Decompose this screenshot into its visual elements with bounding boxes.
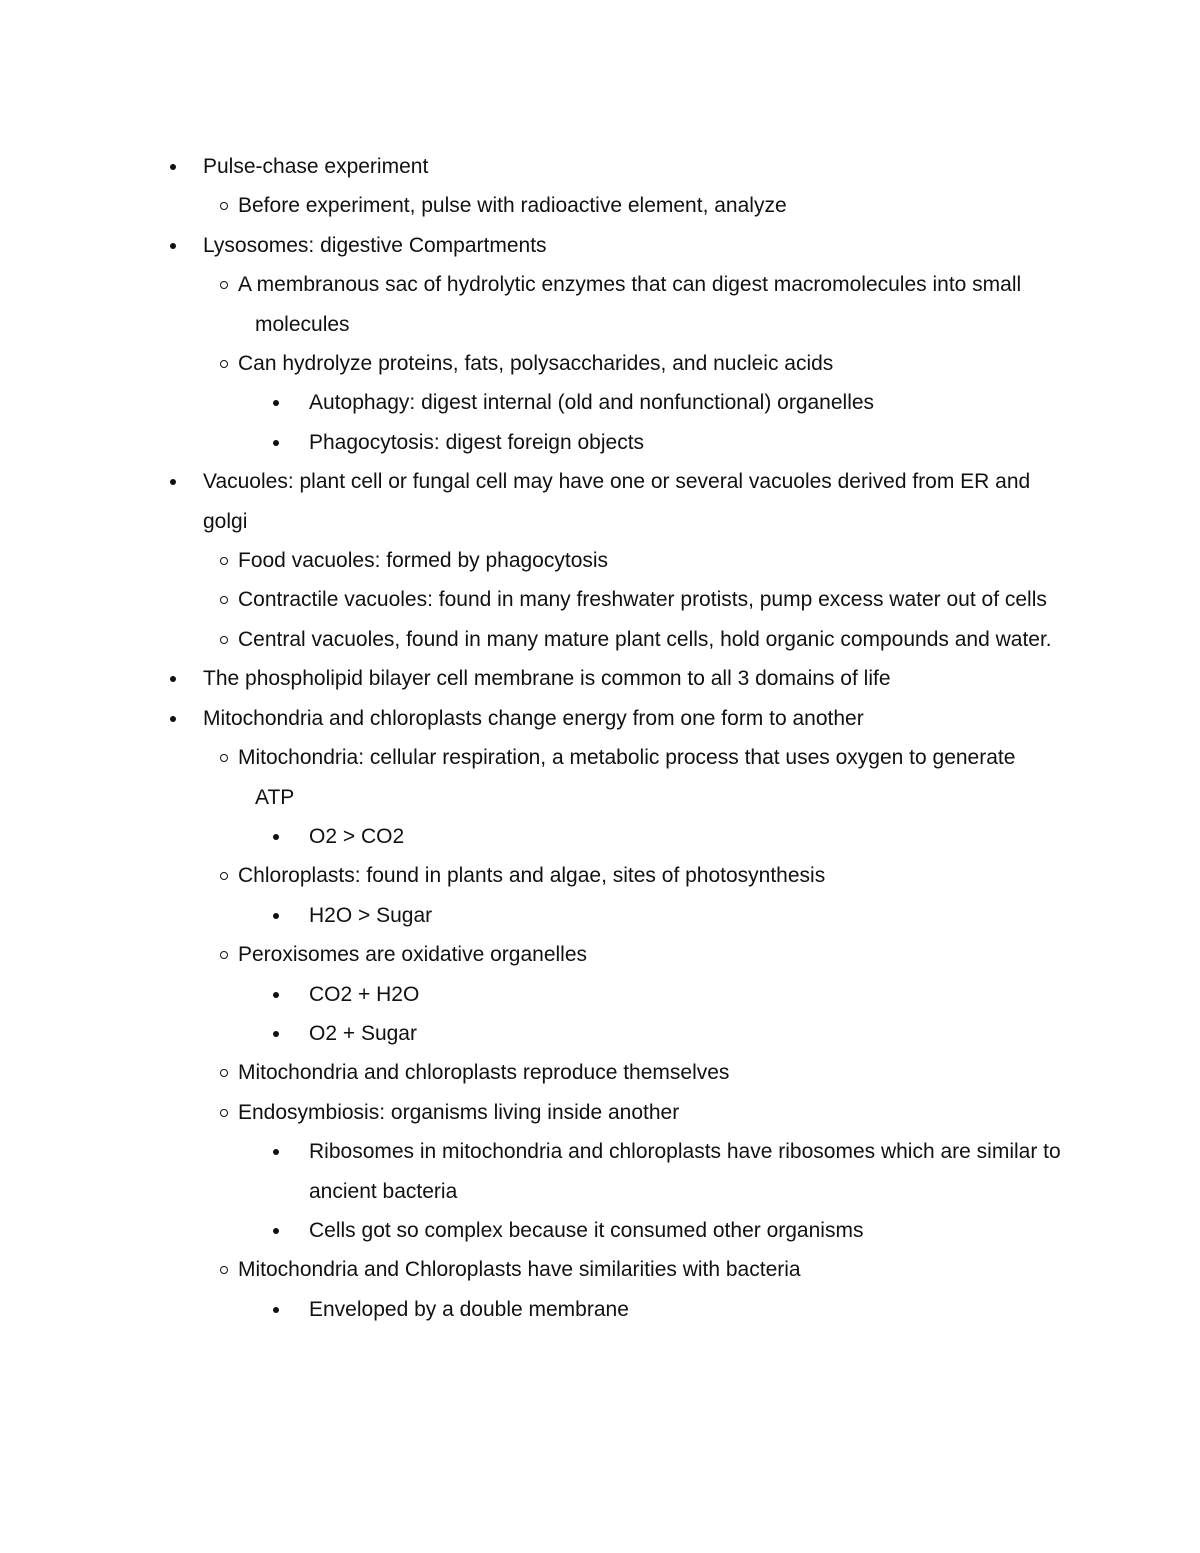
bullet-icon [170,479,176,485]
bullet-icon [170,676,176,682]
hollow-bullet-icon [220,872,228,880]
list-item [0,896,1069,935]
list-item [0,344,1058,383]
bullet-icon [273,1031,279,1037]
list-item-text: Vacuoles: plant cell or fungal cell may have one or several vacuoles derived from ER and golgi [203,470,1031,533]
list-item-text: Mitochondria and Chloroplasts have similarities with bacteria [238,1258,801,1282]
list-item-text: Mitochondria and chloroplasts reproduce themselves [238,1061,730,1085]
list-item-text: Endosymbiosis: organisms living inside another [238,1100,680,1124]
bullet-icon [170,243,176,249]
list-item-text: Food vacuoles: formed by phagocytosis [238,549,609,573]
list-item [0,738,1058,817]
bullet-icon [273,1149,279,1155]
list-item [0,935,1058,974]
hollow-bullet-icon [220,951,228,959]
list-item-text: Contractile vacuoles: found in many freshwater protists, pump excess water out of cells [238,588,1047,612]
hollow-bullet-icon [220,754,228,762]
list-item-text: Autophagy: digest internal (old and nonfunctional) organelles [309,391,875,415]
bullet-icon [170,164,176,170]
list-item-text: Mitochondria: cellular respiration, a metabolic process that uses oxygen to generate ATP [238,746,1016,809]
hollow-bullet-icon [220,636,228,644]
bullet-icon [273,1307,279,1313]
list-item-text: O2 + Sugar [309,1021,417,1045]
hollow-bullet-icon [220,281,228,289]
list-item [0,817,1069,856]
bullet-icon [273,834,279,840]
list-item [0,1093,1058,1132]
list-item-text: H2O > Sugar [309,903,433,927]
list-item [0,699,1053,738]
list-item [0,147,1053,186]
bullet-icon [273,400,279,406]
list-item-text: O2 > CO2 [309,824,405,848]
bullet-icon [273,913,279,919]
list-item [0,580,1058,619]
hollow-bullet-icon [220,596,228,604]
list-item-text: Central vacuoles, found in many mature plant cells, hold organic compounds and water. [238,627,1052,651]
list-item [0,975,1069,1014]
list-item [0,1014,1069,1053]
list-item [0,1053,1058,1092]
list-item-text: Can hydrolyze proteins, fats, polysaccharides, and nucleic acids [238,352,834,376]
list-item-text: Pulse-chase experiment [203,155,429,178]
list-item-text: Peroxisomes are oxidative organelles [238,943,588,967]
list-item-text: Chloroplasts: found in plants and algae, sites of photosynthesis [238,864,826,888]
list-item [0,1211,1069,1250]
list-item [0,226,1053,265]
list-item [0,462,1053,541]
notes-list [0,147,1200,1329]
list-item [0,265,1058,344]
bullet-icon [273,440,279,446]
list-item [0,659,1053,698]
hollow-bullet-icon [220,202,228,210]
list-item-text: Ribosomes in mitochondria and chloroplasts have ribosomes which are similar to ancient bacteria [309,1140,1061,1203]
list-item [0,1132,1069,1211]
list-item-text: Cells got so complex because it consumed other organisms [309,1218,864,1242]
list-item [0,541,1058,580]
bullet-icon [273,1228,279,1234]
list-item [0,383,1069,422]
list-item-text: CO2 + H2O [309,982,420,1006]
list-item-text: Lysosomes: digestive Compartments [203,233,547,257]
list-item [0,620,1058,659]
list-item-text: The phospholipid bilayer cell membrane is common to all 3 domains of life [203,667,891,691]
list-item-text: A membranous sac of hydrolytic enzymes that can digest macromolecules into small molecules [238,273,1022,336]
hollow-bullet-icon [220,557,228,565]
list-item [0,186,1058,225]
hollow-bullet-icon [220,1069,228,1077]
list-item [0,1250,1058,1289]
list-item-text: Mitochondria and chloroplasts change energy from one form to another [203,706,864,730]
list-item-text: Enveloped by a double membrane [309,1297,629,1321]
list-item-text: Phagocytosis: digest foreign objects [309,430,645,454]
list-item [0,856,1058,895]
hollow-bullet-icon [220,360,228,368]
bullet-icon [273,992,279,998]
hollow-bullet-icon [220,1266,228,1274]
list-item [0,423,1069,462]
list-item [0,1290,1069,1329]
bullet-icon [170,716,176,722]
list-item-text: Before experiment, pulse with radioactive element, analyze [238,194,787,218]
hollow-bullet-icon [220,1109,228,1117]
